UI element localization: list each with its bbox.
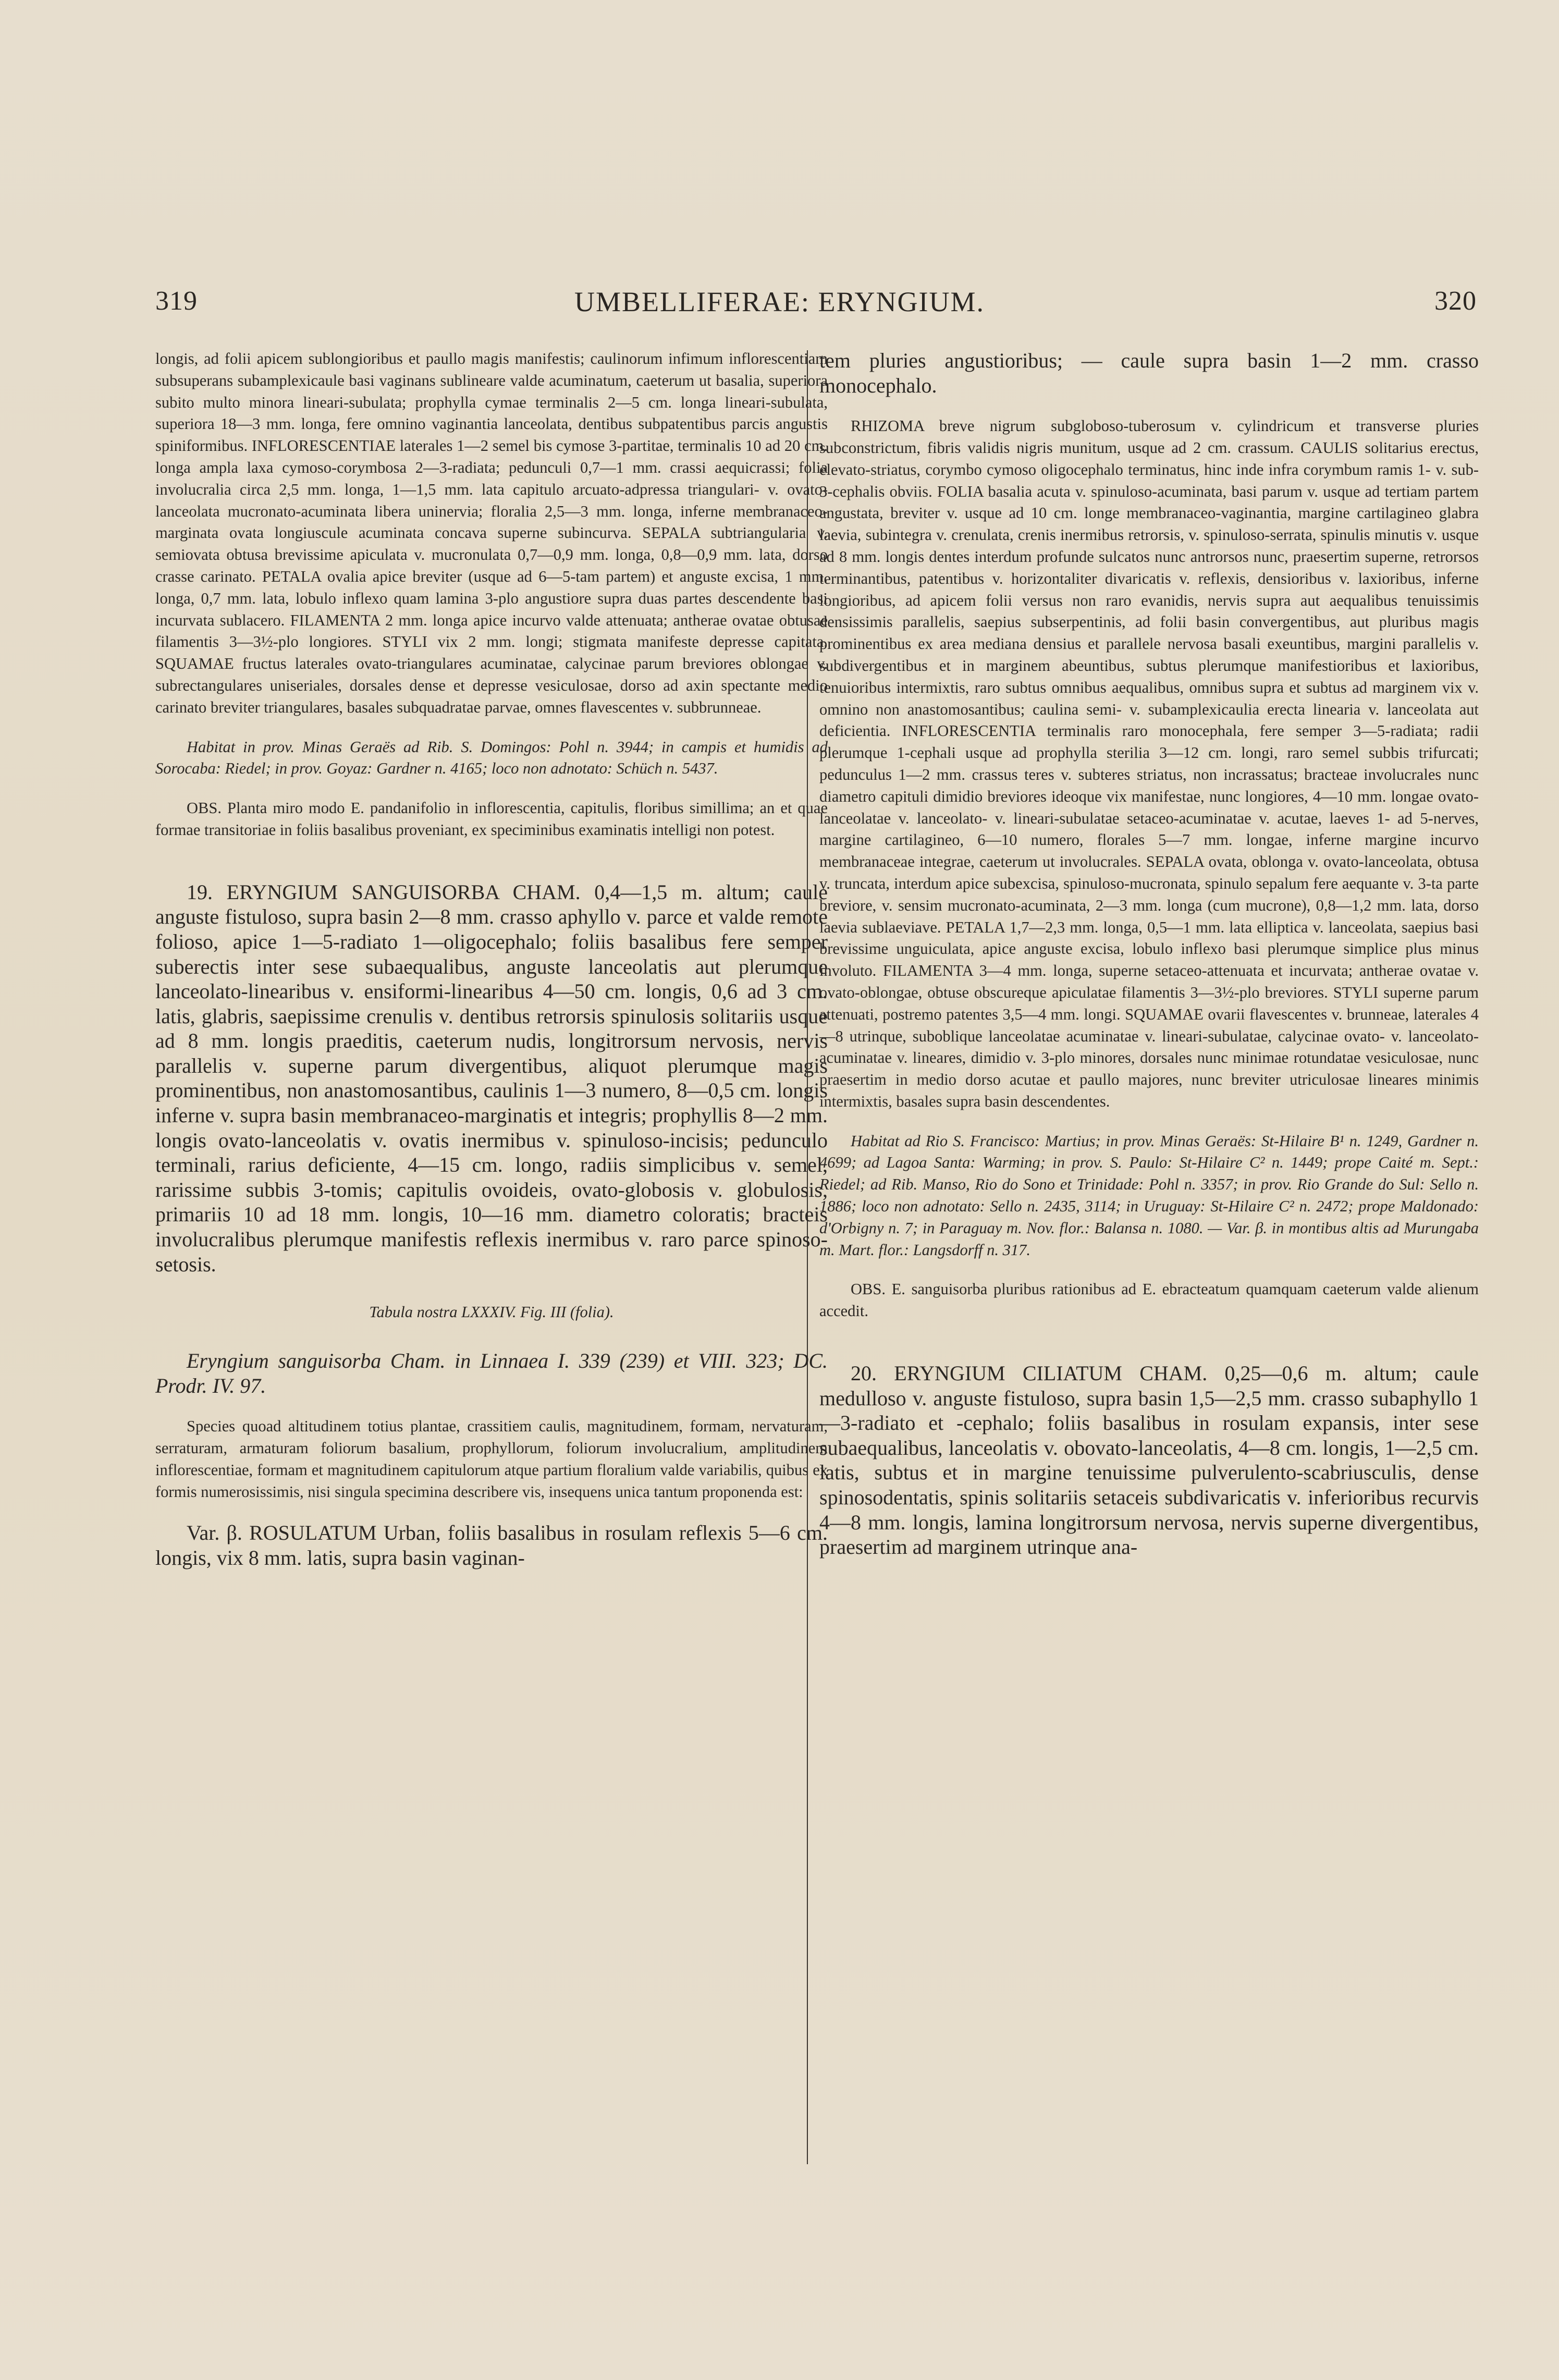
variety-continued: tem pluries angustioribus; — caule supra basin 1—2 mm. crasso monocephalo. bbox=[819, 349, 1479, 397]
observation-paragraph: OBS. Planta miro modo E. pandanifolio in inflorescentia, capitulis, floribus simillima; an et quae formae transitoriae in foliis basalibus proveniant, ex speciminibus examinatis intelligi non potest. bbox=[155, 799, 828, 839]
literature-reference: Eryngium sanguisorba Cham. in Linnaea I. 339 (239) et VIII. 323; DC. Prodr. IV. 97. bbox=[155, 1349, 828, 1397]
running-head: UMBELLIFERAE: ERYNGIUM. bbox=[574, 286, 985, 317]
observation-paragraph-right: OBS. E. sanguisorba pluribus rationibus ad E. ebracteatum quamquam caeterum valde alienum accedit. bbox=[819, 1280, 1479, 1320]
left-column bbox=[155, 348, 828, 1571]
habitat-paragraph: Habitat in prov. Minas Geraës ad Rib. S. Domingos: Pohl n. 3944; in campis et humidis ad Sorocaba: Riedel; in prov. Goyaz: Gardner n. 4165; loco non adnotato: Schüch n. 5437. bbox=[155, 738, 828, 778]
species-note: Species quoad altitudinem totius plantae, crassitiem caulis, magnitudinem, formam, nervaturam, serraturam, armaturam foliorum basalium, prophyllorum, foliorum involucralium, amplitudinem inflorescentiae, formam et magnitudinem capitulorum atque partium floralium valde variabilis, quibus ex formis numerosissimis, nisi singula specimina describere vis, insequens unica tantum proponenda est: bbox=[155, 1417, 828, 1501]
right-column bbox=[819, 348, 1479, 1560]
habitat-paragraph-right: Habitat ad Rio S. Francisco: Martius; in prov. Minas Geraës: St-Hilaire B¹ n. 1249, Gardner n. 4699; ad Lagoa Santa: Warming; in prov. S. Paulo: St-Hilaire C² n. 1449; prope Caité m. Sept.: Riedel; ad Rib. Manso, Rio do Sono et Trinidade: Pohl n. 3357; in prov. Rio Grande do Sul: Sello n. 1886; loco non adnotato: Sello n. 2435, 3114; in Uruguay: St-Hilaire C² n. 2472; prope Maldonado: d'Orbigny n. 7; in Paraguay m. Nov. flor.: Balansa n. 1080. — Var. β. in montibus altis ad Murungaba m. Mart. flor.: Langsdorff n. 317. bbox=[819, 1132, 1479, 1259]
variety-beta: Var. β. ROSULATUM Urban, foliis basalibus in rosulam reflexis 5—6 cm. longis, vix 8 mm. latis, supra basin vaginan- bbox=[155, 1521, 828, 1569]
species-20-description: 20. ERYNGIUM CILIATUM CHAM. 0,25—0,6 m. altum; caule medulloso v. anguste fistuloso, supra basin 1,5—2,5 mm. crasso subaphyllo 1—3-radiato et -cephalo; foliis basalibus in rosulam expansis, inter sese subaequalibus, lanceolatis v. obovato-lanceolatis, 4—8 cm. longis, 1—2,5 cm. latis, subtus et in margine tenuissime pulverulento-scabriusculis, dense spinosodentatis, spinis solitariis setaceis subdivaricatis v. inferioribus recurvis 4—8 mm. longis, lamina longitrorsum nervosa, nervis superne divergentibus, praesertim ad marginem utrinque ana- bbox=[819, 1361, 1479, 1559]
page-number-left: 319 bbox=[155, 286, 198, 316]
description-continued: longis, ad folii apicem sublongioribus et paullo magis manifestis; caulinorum infimum inflorescentiam subsuperans subamplexicaule basi vaginans sublineare valde acuminatum, caeterum ut basalia, superiora subito multo minora lineari-subulata; prophylla cymae terminalis 2—5 cm. longa lineari-subulata, superiora 18—3 mm. longa, fere omnino vaginantia lanceolata, dentibus subpatentibus parcis angustis spiniformibus. INFLORESCENTIAE laterales 1—2 semel bis cymose 3-partitae, terminalis 10 ad 20 cm. longa ampla laxa cymoso-corymbosa 2—3-radiata; pedunculi 0,7—1 mm. crassi aequicrassi; folia involucralia circa 2,5 mm. longa, 1—1,5 mm. lata capitulo arcuato-adpressa triangulari- v. ovato-lanceolata mucronato-acuminata libera uninervia; floralia 2,5—3 mm. longa, inferne membranaceo-marginata ovata longiuscule acuminata concava superne subincurva. SEPALA subtriangularia v. semiovata obtusa brevissime apiculata v. mucronulata 0,7—0,9 mm. longa, 0,8—0,9 mm. lata, dorso crasse carinato. PETALA ovalia apice breviter (usque ad 6—5-tam partem) et anguste excisa, 1 mm. longa, 0,7 mm. lata, lobulo inflexo quam lamina 3-plo angustiore supra duas partes descendente basi incurvata sublacero. FILAMENTA 2 mm. longa apice incurvo valde attenuata; antherae ovatae obtusae filamentis 3—3½-plo longiores. STYLI vix 2 mm. longi; stigmata manifeste depresse capitata. SQUAMAE fructus laterales ovato-triangulares acuminatae, calycinae parum breviores oblongae v. subrectangulares uniseriales, dorsales dense et depresse vesiculosae, dorso ad axin spectante medio carinato breviter triangulares, basales subquadratae parvae, omnes flavescentes v. subbrunneae. bbox=[155, 350, 828, 716]
plate-reference: Tabula nostra LXXXIV. Fig. III (folia). bbox=[369, 1303, 614, 1321]
species-19-description: 19. ERYNGIUM SANGUISORBA CHAM. 0,4—1,5 m. altum; caule anguste fistuloso, supra basin 2—8 mm. crasso aphyllo v. parce et valde remote folioso, apice 1—5-radiato 1—oligocephalo; foliis basalibus fere semper suberectis inter sese subaequalibus, anguste lanceolatis aut plerumque lanceolato-linearibus v. ensiformi-linearibus 4—50 cm. longis, 0,6 ad 3 cm. latis, glabris, saepissime crenulis v. dentibus retrorsis spinulosis solitariis usque ad 8 mm. longis praeditis, caeterum nudis, longitrorsum nervosis, nervis parallelis v. superne parum divergentibus, aliquot plerumque magis prominentibus, non anastomosantibus, caulinis 1—3 numero, 8—0,5 cm. longis inferne v. supra basin membranaceo-marginatis et integris; prophyllis 8—2 mm. longis ovato-lanceolatis v. ovatis inermibus v. spinuloso-incisis; pedunculo terminali, rarius deficiente, 4—15 cm. longo, radiis simplicibus v. semel, rarissime subbis 3-tomis; capitulis ovoideis, ovato-globosis v. globulosis, primariis 10 ad 18 mm. longis, 10—16 mm. diametro coloratis; bracteis involucralibus plerumque manifestis reflexis inermibus v. raro parce spinoso-setosis. bbox=[155, 880, 828, 1276]
rhizoma-description: RHIZOMA breve nigrum subgloboso-tuberosum v. cylindricum et transverse pluries subconstrictum, fibris validis nigris munitum, usque ad 2 cm. crassum. CAULIS solitarius erectus, elevato-striatus, corymbo cymoso oligocephalo terminatus, hinc inde infra corymbum ramis 1- v. sub-3-cephalis obviis. FOLIA basalia acuta v. spinuloso-acuminata, basi parum v. usque ad tertiam partem angustata, breviter v. usque ad 10 cm. longe membranaceo-vaginantia, margine cartilagineo glabra laevia, subintegra v. crenulata, crenis inermibus retrorsis, v. spinuloso-serrata, spinulis minutis v. usque ad 8 mm. longis dentes interdum profunde sulcatos nunc antrorsos nunc, praesertim superne, retrorsos terminantibus, patentibus v. horizontaliter divaricatis v. reflexis, densioribus v. laxioribus, inferne longioribus, ad apicem folii versus non raro evanidis, nervis supra aut aequalibus tenuissimis densissimis parallelis, saepius subserpentinis, ad folii basin convergentibus, aut pluribus magis prominentibus ex area mediana densius et parallele nervosa basali exeuntibus, margini parallelis v. subdivergentibus et in marginem abeuntibus, subtus plerumque manifestioribus et laxioribus, tenuioribus intermixtis, raro subtus omnibus aequalibus, omnibus supra et subtus ad marginem vix v. omnino non anastomosantibus; caulina semi- v. subamplexicaulia erecta linearia v. lanceolata aut deficientia. INFLORESCENTIA terminalis raro monocephala, fere semper 3—5-radiata; radii plerumque 1-cephali usque ad prophylla sterilia 3—12 cm. longi, raro semel subbis trifurcati; pedunculus 1—2 mm. crassus teres v. subteres striatus, non incrassatus; bracteae involucrales nunc diametro capituli dimidio breviores ideoque vix manifestae, nunc longiores, 4—10 mm. longae ovato-lanceolatae v. lanceolato- v. lineari-subulatae setaceo-acuminatae v. acutae, laeves 1- ad 5-nerves, margine cartilagineo, 6—10 numero, florales 5—7 mm. longae, inferne margine incurvo membranaceae integrae, caeterum ut involucrales. SEPALA ovata, oblonga v. ovato-lanceolata, obtusa v. truncata, interdum apice subexcisa, spinuloso-mucronata, spinulo sepalum fere aequante v. 3-ta parte breviore, v. sensim mucronato-acuminata, 2—3 mm. longa (cum mucrone), 0,8—1,2 mm. lata, dorso laevia sublaeviave. PETALA 1,7—2,3 mm. longa, 0,5—1 mm. lata elliptica v. lanceolata, saepius basi brevissime unguiculata, apice anguste excisa, lobulo inflexo basi plerumque simplice plus minus involuto. FILAMENTA 3—4 mm. longa, superne setaceo-attenuata et incurvata; antherae ovatae v. ovato-oblongae, obtuse obscureque apiculatae filamentis 3—3½-plo breviores. STYLI superne parum attenuati, postremo patentes 3,5—4 mm. longi. SQUAMAE ovarii flavescentes v. brunneae, laterales 4—8 utrinque, suboblique lanceolatae acuminatae v. lineari-subulatae, calycinae ovato- v. lanceolato-acuminatae v. lineares, dimidio v. 3-plo minores, dorsales nunc minimae rotundatae vesiculosae, nunc praesertim in medio dorso acutae et paullo majores, nunc breviter utriculosae lineares minimis intermixtis, basales supra basin descendentes. bbox=[819, 417, 1479, 1110]
page-number-right: 320 bbox=[1434, 286, 1477, 316]
